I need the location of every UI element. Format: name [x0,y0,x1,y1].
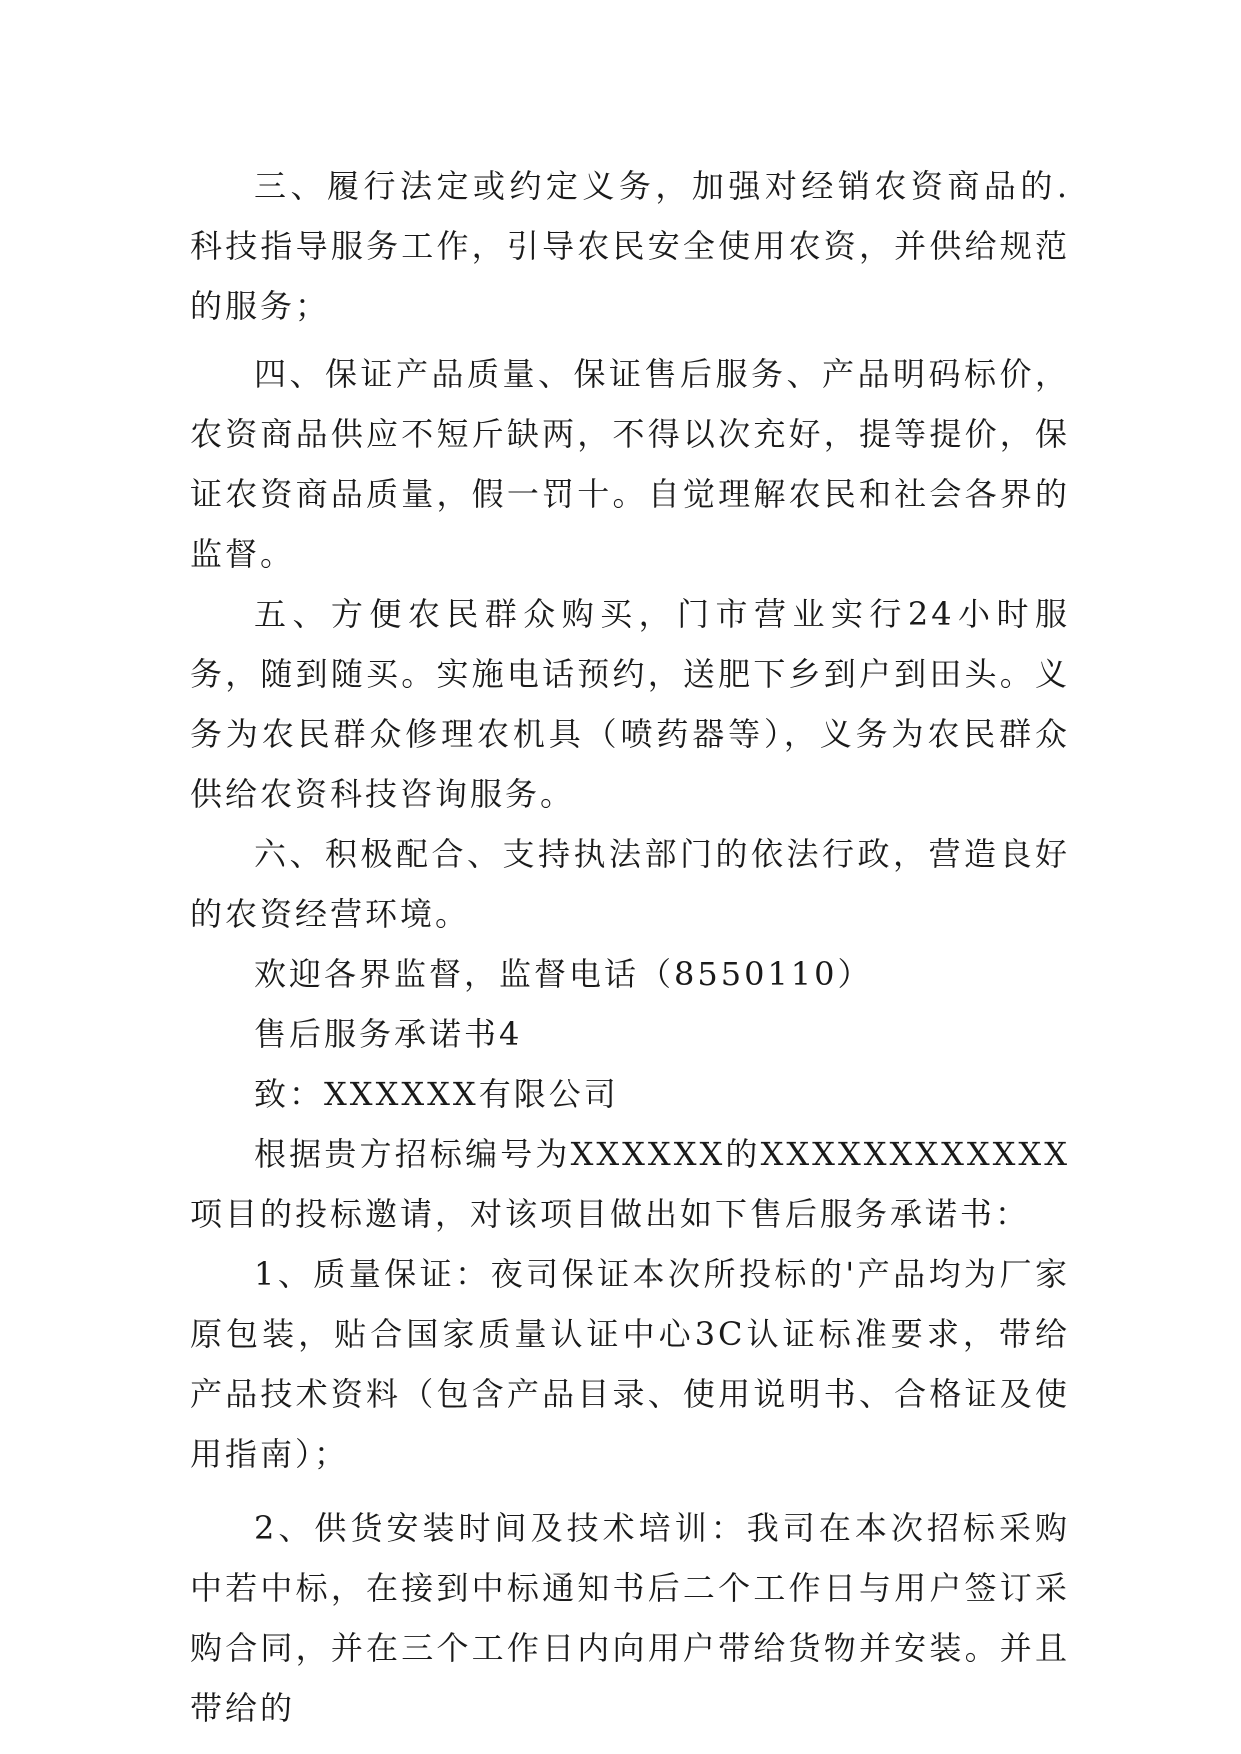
quality-guarantee-paragraph: 1、质量保证：夜司保证本次所投标的'产品均为厂家原包装，贴合国家质量认证中心3C认证标准要求，带给产品技术资料（包含产品目录、使用说明书、合格证及使用指南）； [190,1255,1070,1473]
paragraph-item-4: 四、保证产品质量、保证售后服务、产品明码标价，农资商品供应不短斤缺两，不得以次充好，提等提价，保证农资商品质量，假一罚十。自觉理解农民和社会各界的监督。 [190,355,1070,573]
paragraph-item-3: 三、履行法定或约定义务，加强对经销农资商品的.科技指导服务工作，引导农民安全使用农资，并供给规范的服务； [190,167,1070,325]
intro-paragraph: 根据贵方招标编号为XXXXXX的XXXXXXXXXXXX项目的投标邀请，对该项目做出如下售后服务承诺书： [190,1135,1070,1233]
addressee: 致：XXXXXX有限公司 [254,1075,619,1113]
document-body [190,156,1070,1738]
section-title: 售后服务承诺书4 [254,1015,523,1053]
supervision-hotline: 欢迎各界监督，监督电话（8550110） [254,955,873,993]
paragraph-item-5: 五、方便农民群众购买，门市营业实行24小时服务，随到随买。实施电话预约，送肥下乡到户到田头。义务为农民群众修理农机具（喷药器等），义务为农民群众供给农资科技咨询服务。 [190,595,1070,813]
delivery-training-paragraph: 2、供货安装时间及技术培训：我司在本次招标采购中若中标，在接到中标通知书后二个工作日与用户签订采购合同，并在三个工作日内向用户带给货物并安装。并且带给的 [190,1509,1070,1727]
paragraph-item-6: 六、积极配合、支持执法部门的依法行政，营造良好的农资经营环境。 [190,835,1070,933]
